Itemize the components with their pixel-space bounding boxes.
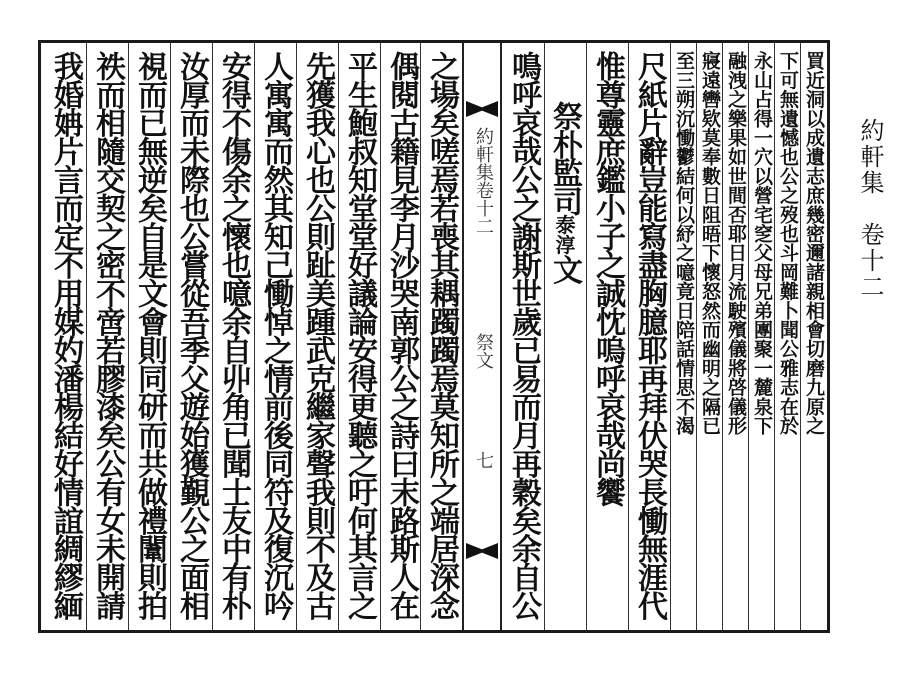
column-rule [544,43,545,630]
column-rule [170,43,171,630]
text-column: 視而已無逆矣自是文會則同研而共做禮闈則拍 [132,51,167,620]
gutter-book-title: 約軒集卷十二 [473,127,494,235]
column-rule [774,43,775,630]
heading-title: 祭朴監司 [547,101,582,215]
column-rule [420,43,421,630]
text-column: 平生鮑叔知堂堂好議論安得更聽之吁何其言之 [342,51,377,620]
text-column: 寢遠轡欵莫奉數日阻晤下懷怒然而幽明之隔已 [699,51,721,435]
text-column: 先獲我心也公則趾美踵武克繼家聲我則不及古 [300,51,335,620]
column-rule [628,43,629,630]
text-column: 尺紙片辭豈能寫盡胸臆耶再拜伏哭長慟無涯代 [632,51,667,620]
text-column: 惟尊靈庶鑑小子之誠忱嗚呼哀哉尚饗 [590,51,625,506]
text-column: 之場矣嗟焉若喪其耦躅躅焉莫知所之端居深念 [424,51,459,620]
text-column: 偶閱古籍見李月沙哭南郭公之詩曰末路斯人在 [384,51,419,620]
text-column: 永山占得一穴以營宅窆父母兄弟團聚一麓泉下 [751,51,773,435]
column-rule [722,43,723,630]
column-rule [254,43,255,630]
text-column: 安得不傷余之懷也噫余自丱角已聞士友中有朴 [216,51,251,620]
column-rule [800,43,801,630]
column-rule [212,43,213,630]
text-column: 下可無遺憾也公之歿也斗岡難卜聞公雅志在於 [777,51,799,435]
column-rule [296,43,297,630]
gutter-section: 祭文 [473,333,494,369]
center-gutter [462,43,502,630]
column-rule [380,43,381,630]
heading-column [544,101,585,621]
text-column: 鳴呼哀哉公之謝斯世歲已易而月再穀矣余自公 [506,51,541,620]
text-column: 人寓寓而然其知己慟悼之情前後同符及復沉吟 [258,51,293,620]
text-column: 汝厚而未際也公嘗從吾季父遊始獲覲公之面相 [174,51,209,620]
column-rule [86,43,87,630]
column-rule [338,43,339,630]
text-column: 買近洞以成遺志庶幾密邇諸親相會切磨九原之 [803,51,825,435]
fish-tail-mark-icon [466,543,498,559]
page-frame [38,40,830,633]
text-column: 祑而相隨交契之密不啻若膠漆矣公有女未開請 [90,51,125,620]
column-rule [670,43,671,630]
column-rule [586,43,587,630]
heading-author: 泰淳 [552,214,576,255]
text-column: 至三朔沉慟鬱結何以紓之噫竟日陪話情思不渴 [673,51,695,435]
column-rule [128,43,129,630]
column-rule [696,43,697,630]
fish-tail-mark-icon [466,101,498,117]
text-column: 我婚姌片言而定不用媒妁潘楊結好情誼綢繆緬 [48,51,83,620]
gutter-page-number: 七 [473,451,494,469]
book-title-margin: 約軒集 卷十二 [856,118,884,300]
text-column: 融洩之樂果如世間否耶日月流駛殯儀將啓儀形 [725,51,747,435]
heading-suffix: 文 [547,254,582,284]
column-rule [748,43,749,630]
